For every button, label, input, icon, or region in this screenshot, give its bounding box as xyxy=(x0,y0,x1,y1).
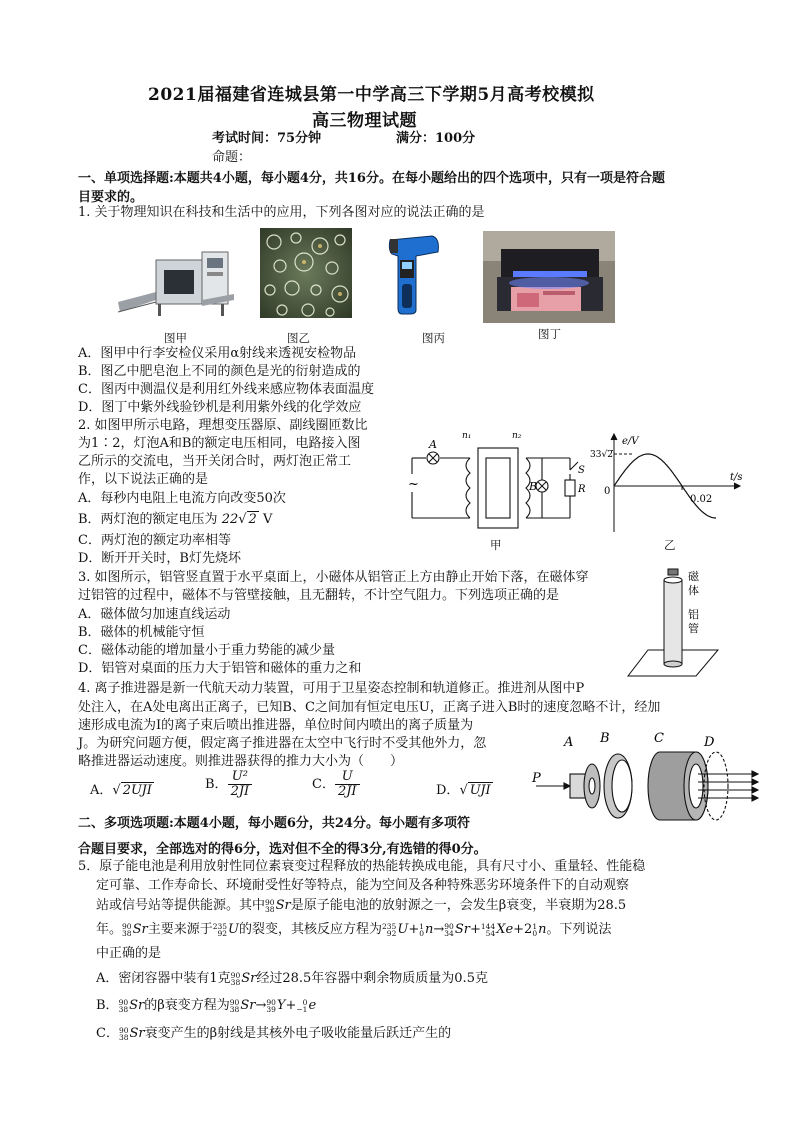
q4-stem-line4: J。为研究问题方便，假定离子推进器在太空中飞行时不受其他外力，忽 xyxy=(78,736,487,751)
q2-stem-line4: 作，以下说法正确的是 xyxy=(78,472,209,487)
q1-caption-yi: 图乙 xyxy=(287,331,310,345)
q5-line5: 中正确的是 xyxy=(96,946,162,961)
q3-stem-line1: 3. 如图所示，铝管竖直置于水平桌面上，小磁体从铝管正上方由静止开始下落，在磁体穿 xyxy=(78,570,589,585)
q2-ac-source-symbol: ~ xyxy=(408,477,419,492)
q4-label-c: C xyxy=(654,731,664,746)
q3-label-magnet-1: 磁 xyxy=(688,570,699,583)
q2-label-resistor: R xyxy=(578,484,586,495)
q2-origin-label: 0 xyxy=(604,486,611,497)
q5-line4: 年。 90 38 Sr主要来源于 235 92 U的裂变，其核反应方程为 235 92 U+ 1 0 n→ 90 34 Sr+ 144 54 Xe+2 1 0 n。下列说法 xyxy=(96,921,612,938)
q3-aluminum-tube-diagram xyxy=(626,566,722,682)
q4-option-d: D．√ UJI xyxy=(436,783,491,798)
q2-stem-line3: 乙所示的交流电，当开关闭合时，两灯泡正常工 xyxy=(78,454,352,469)
q4-stem-line5: 略推进器运动速度。则推进器获得的推力大小为（ ） xyxy=(78,754,404,769)
q5-line2: 定可靠、工作寿命长、环境耐受性好等特点，能为空间及各种特殊恶劣环境条件下的自动观察 xyxy=(96,878,630,893)
q2-circuit-diagram xyxy=(402,426,588,550)
q1-fig-jia-scanner-image xyxy=(116,240,234,324)
q1-option-d: D．图丁中紫外线验钞机是利用紫外线的化学效应 xyxy=(78,400,362,415)
q3-option-b: B．磁体的机械能守恒 xyxy=(78,625,205,640)
q4-option-a: A．√ 2UJI xyxy=(90,783,152,798)
q1-fig-ding-uv-checker-image xyxy=(483,231,615,323)
q3-option-a: A．磁体做匀加速直线运动 xyxy=(78,607,231,622)
q2-fig-jia-caption: 甲 xyxy=(490,538,502,552)
q1-option-b: B．图乙中肥皂泡上不同的颜色是光的衍射造成的 xyxy=(78,364,361,379)
q2-period-label: 0.02 xyxy=(690,494,713,505)
section1-heading-line1: 一、单项选择题:本题共4小题，每小题4分，共16分。在每小题给出的四个选项中，只有一项是符合题 xyxy=(78,171,665,186)
exam-author: 命题： xyxy=(212,150,252,165)
q2-label-n1: n₁ xyxy=(462,431,472,441)
q1-stem: 1. 关于物理知识在科技和生活中的应用，下列各图对应的说法正确的是 xyxy=(78,205,485,220)
q4-ion-thruster-diagram xyxy=(528,726,764,838)
q2-peak-label: 33√2 xyxy=(590,450,613,460)
q1-option-a: A．图甲中行李安检仪采用α射线来透视安检物品 xyxy=(78,346,357,361)
q3-label-tube-2: 管 xyxy=(688,622,699,635)
q4-stem-line3: 速形成电流为I的离子束后喷出推进器，单位时间内喷出的离子质量为 xyxy=(78,718,474,733)
q3-label-magnet-2: 体 xyxy=(688,584,699,597)
q2-option-c: C．两灯泡的额定功率相等 xyxy=(78,533,231,548)
q5-line3: 站或信号站等提供能源。其中 90 38 Sr是原子能电池的放射源之一，会发生β衰变，半衰期为28.5 xyxy=(96,897,627,914)
q3-option-c: C．磁体动能的增加量小于重力势能的减少量 xyxy=(78,643,335,658)
q3-stem-line2: 过铝管的过程中，磁体不与管壁接触，且无翻转，不计空气阻力。下列选项正确的是 xyxy=(78,588,560,603)
q5-option-c: C． 90 38 Sr衰变产生的β射线是其核外电子吸收能量后跃迁产生的 xyxy=(96,1025,452,1042)
q1-caption-ding: 图丁 xyxy=(538,327,561,341)
q3-option-d: D．铝管对桌面的压力大于铝管和磁体的重力之和 xyxy=(78,661,362,676)
q2-stem-line1: 2. 如图甲所示电路，理想变压器原、副线圈匝数比 xyxy=(78,418,368,433)
q5-line1: 5．原子能电池是利用放射性同位素衰变过程释放的热能转换成电能，具有尺寸小、重量轻、性能稳 xyxy=(78,859,646,874)
q3-label-tube-1: 铝 xyxy=(688,608,699,621)
q2-axis-ev: e/V xyxy=(622,436,639,447)
q1-fig-bing-thermometer-image xyxy=(386,230,442,316)
q4-stem-line1: 4. 离子推进器是新一代航天动力装置，可用于卫星姿态控制和轨道修正。推进剂从图中P xyxy=(78,681,585,696)
exam-time: 考试时间：75分钟 xyxy=(212,131,322,146)
exam-title-line1: 2021届福建省连城县第一中学高三下学期5月高考校模拟 xyxy=(148,85,595,105)
q2-label-lamp-b: B xyxy=(529,480,538,493)
section1-heading-line2: 目要求的。 xyxy=(78,190,144,205)
q2-label-switch: S xyxy=(578,465,585,476)
q1-caption-jia: 图甲 xyxy=(164,331,187,345)
q4-label-b: B xyxy=(600,731,610,746)
q2-stem-line2: 为1∶2，灯泡A和B的额定电压相同，电路接入图 xyxy=(78,436,361,451)
q2-option-d: D．断开开关时，B灯先烧坏 xyxy=(78,551,241,566)
q4-option-c: C． $\frac{U}{2JI}$ xyxy=(312,770,360,799)
section2-heading-line2: 合题目要求，全部选对的得6分，选对但不全的得3分,有选错的得0分。 xyxy=(78,842,487,857)
q4-stem-line2: 处注入，在A处电离出正离子，已知B、C之间加有恒定电压U，正离子进入B时的速度忽略不计，经加 xyxy=(78,700,661,715)
q5-option-b: B． 90 38 Sr的β衰变方程为 90 38 Sr→ 90 39 Y+ 0 −1 e xyxy=(96,997,317,1014)
q2-option-a: A．每秒内电阻上电流方向改变50次 xyxy=(78,491,286,506)
q1-fig-yi-bubbles-image xyxy=(260,228,352,318)
q2-voltage-graph xyxy=(588,428,758,538)
section2-heading-line1: 二、多项选项题:本题4小题，每小题6分，共24分。每小题有多项符 xyxy=(78,816,470,831)
q1-caption-bing: 图丙 xyxy=(422,331,445,345)
q4-label-p: P xyxy=(532,771,541,786)
q2-label-lamp-a: A xyxy=(429,438,437,451)
q2-label-n2: n₂ xyxy=(512,431,522,441)
q2-axis-t: t/s xyxy=(730,472,743,483)
q4-label-d: D xyxy=(704,735,715,750)
q4-label-a: A xyxy=(564,735,574,750)
q5-option-a: A．密闭容器中装有1克 90 38 Sr经过28.5年容器中剩余物质质量为0.5克 xyxy=(96,970,488,987)
q4-option-b: B． $\frac{\text{U²}}{2JI}$ xyxy=(205,770,252,799)
q2-fig-yi-caption: 乙 xyxy=(664,538,676,552)
q2-option-b: B．两灯泡的额定电压为 22√ 2 V xyxy=(78,512,273,527)
q1-option-c: C．图丙中测温仪是利用红外线来感应物体表面温度 xyxy=(78,382,374,397)
exam-title-line2: 高三物理试题 xyxy=(312,111,417,131)
full-score: 满分：100分 xyxy=(396,131,476,146)
